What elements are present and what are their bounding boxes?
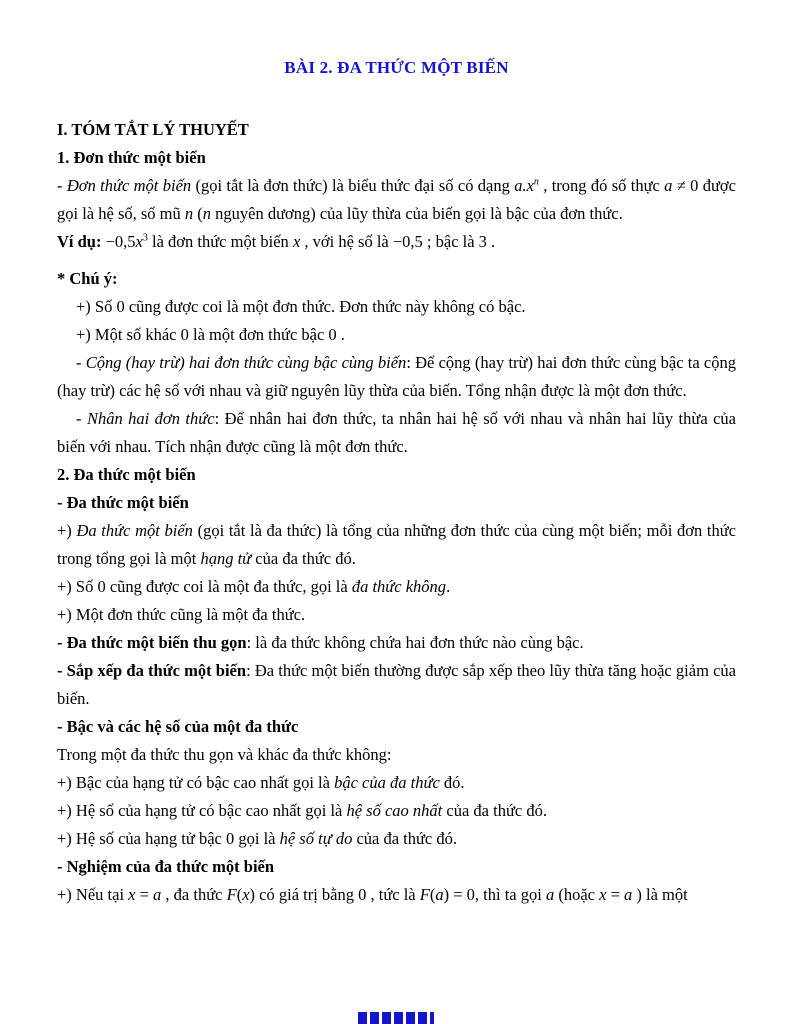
para-so-0-la-don-thuc: +) Số 0 cũng được coi là một đơn thức. Đơn thức này không có bậc. — [76, 297, 526, 316]
para-da-thuc-khong: +) Số 0 cũng được coi là một đa thức, gọi là đa thức không. — [57, 577, 451, 596]
document-content — [57, 116, 736, 909]
para-he-so-cao-nhat: +) Hệ số của hạng tử có bậc cao nhất gọi là hệ số cao nhất của đa thức đó. — [57, 801, 547, 820]
para-nghiem: +) Nếu tại x = a , đa thức F(x) có giá trị bằng 0 , tức là F(a) = 0, thì ta gọi a (hoặc x = a ) là một — [57, 885, 688, 904]
subheading-nghiem: - Nghiệm của đa thức một biến — [57, 857, 275, 876]
heading-don-thuc-mot-bien: 1. Đơn thức một biến — [57, 148, 206, 167]
subheading-da-thuc-mot-bien: - Đa thức một biến — [57, 493, 189, 512]
para-nhan-don-thuc: - Nhân hai đơn thức: Để nhân hai đơn thức, ta nhân hai hệ số với nhau và nhân hai lũy thừa của biến với nhau. Tích nhận được cũng là một đơn thức. — [57, 409, 736, 456]
subheading-bac-va-he-so: - Bậc và các hệ số của một đa thức — [57, 717, 299, 736]
para-da-thuc-thu-gon: - Đa thức một biến thu gọn: là đa thức không chứa hai đơn thức nào cùng bậc. — [57, 633, 584, 652]
para-vi-du: Ví dụ: $-0,5x^3$ là đơn thức một biến x , với hệ số là −0,5 ; bậc là 3 . — [57, 232, 496, 251]
para-sap-xep-da-thuc: - Sắp xếp đa thức một biến: Đa thức một biến thường được sắp xếp theo lũy thừa tăng hoặc giảm của biến. — [57, 661, 736, 708]
para-trong-da-thuc-thu-gon: Trong một đa thức thu gọn và khác đa thức không: — [57, 745, 392, 764]
para-cong-tru-don-thuc: - Cộng (hay trừ) hai đơn thức cùng bậc cùng biến: Để cộng (hay trừ) hai đơn thức cùng bậc ta cộng (hay trừ) các hệ số với nhau và giữ nguyên lũy thừa của biến. Tổng nhận được là một đơn thức. — [57, 353, 737, 400]
section-i-heading: I. TÓM TẮT LÝ THUYẾT — [57, 120, 249, 139]
para-chu-y: * Chú ý: — [57, 269, 118, 288]
page-bottom-cutoff-text — [358, 1012, 434, 1024]
para-dinh-nghia-da-thuc: +) Đa thức một biến (gọi tắt là đa thức) là tổng của những đơn thức của cùng một biến; mỗi đơn thức trong tổng gọi là một hạng tử của đa thức đó. — [57, 521, 736, 568]
heading-da-thuc-mot-bien: 2. Đa thức một biến — [57, 465, 196, 484]
para-don-thuc-la-da-thuc: +) Một đơn thức cũng là một đa thức. — [57, 605, 306, 624]
para-he-so-tu-do: +) Hệ số của hạng tử bậc 0 gọi là hệ số tự do của đa thức đó. — [57, 829, 458, 848]
para-dinh-nghia-don-thuc: - Đơn thức một biến (gọi tắt là đơn thức) là biểu thức đại số có dạng $a.x^n$ , trong đó số thực a ≠ 0 được gọi là hệ số, số mũ n (n nguyên dương) của lũy thừa của biến gọi là bậc của đơn thức. — [57, 176, 736, 223]
para-bac-cua-da-thuc: +) Bậc của hạng tử có bậc cao nhất gọi là bậc của đa thức đó. — [57, 773, 465, 792]
page-title: BÀI 2. ĐA THỨC MỘT BIẾN — [284, 58, 509, 77]
para-so-khac-0: +) Một số khác 0 là một đơn thức bậc 0 . — [76, 325, 345, 344]
